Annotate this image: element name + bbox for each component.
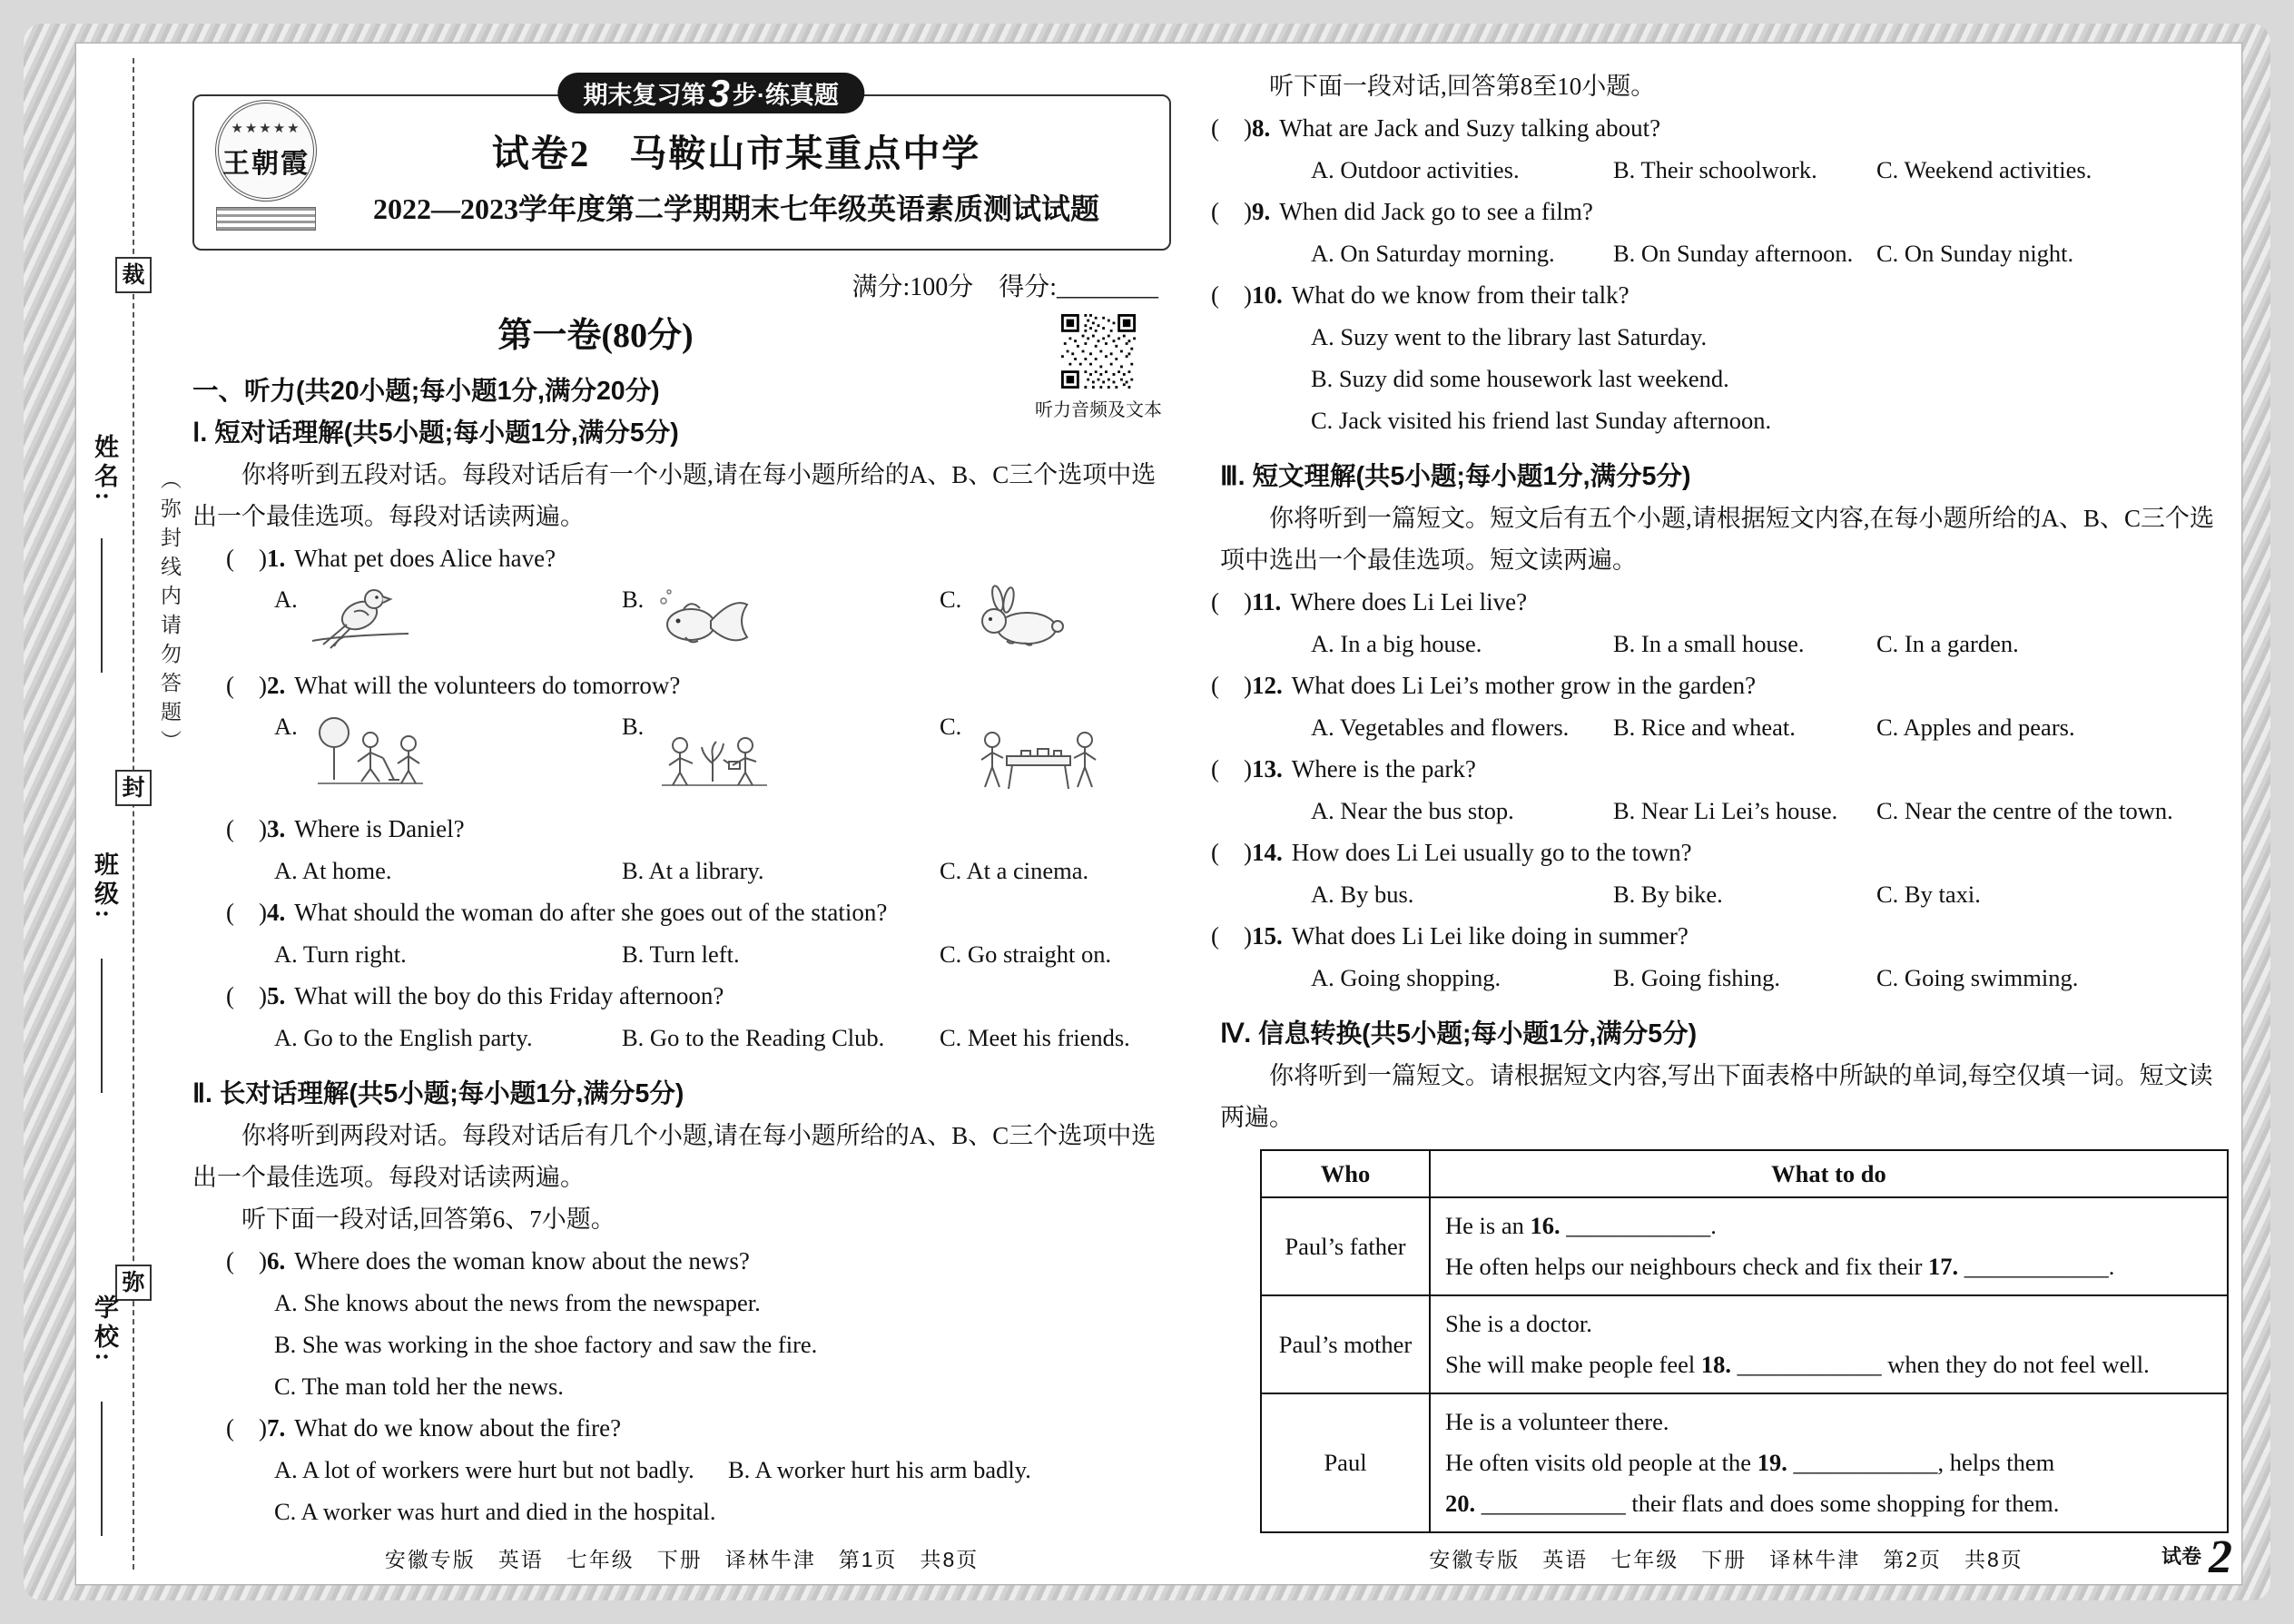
- wangchaoxia-logo: [211, 100, 321, 247]
- option-letter: B.: [622, 713, 645, 740]
- option-c: C. Meet his friends.: [940, 1024, 1130, 1051]
- section-2-instructions: 你将听到两段对话。每段对话后有几个小题,请在每小题所给的A、B、C三个选项中选出一个最佳选项。每段对话读两遍。: [192, 1122, 1157, 1191]
- option-c: C. In a garden.: [1876, 630, 2019, 657]
- question-text: What does Li Lei’s mother grow in the garden?: [1291, 672, 1757, 699]
- name-fill-line[interactable]: [101, 538, 103, 673]
- budgie-bird-image: [307, 581, 414, 657]
- who-cell: Paul’s father: [1261, 1197, 1430, 1295]
- option-letter: C.: [940, 713, 962, 740]
- answer-bracket[interactable]: ( ): [1211, 198, 1252, 225]
- option-a: A. Turn right.: [274, 940, 407, 968]
- option-a: A. Vegetables and flowers.: [1311, 714, 1570, 741]
- what-cell: She is a doctor. She will make people feel 18. ____________ when they do not feel well.: [1430, 1295, 2228, 1393]
- left-page-footer: 安徽专版 英语 七年级 下册 译林牛津 第1页 共8页: [384, 1548, 980, 1571]
- binding-margin: [76, 44, 192, 1584]
- seal-mark-box: 封: [115, 770, 152, 806]
- question-number: 8.: [1251, 114, 1271, 142]
- mi-mark-box: 弥: [115, 1265, 152, 1301]
- logo-stars-icon: ★★★★★: [231, 122, 301, 136]
- question-5: [192, 975, 1171, 1058]
- question-6: [192, 1240, 1171, 1407]
- question-number: 6.: [266, 1247, 286, 1275]
- volunteers-planting-tree-image: [653, 708, 773, 801]
- section-3-instructions: 你将听到一篇短文。短文后有五个小题,请根据短文内容,在每小题所给的A、B、C三个选项中选出一个最佳选项。短文读两遍。: [1220, 505, 2215, 574]
- question-4: [192, 891, 1171, 975]
- option-a: A. At home.: [274, 857, 392, 884]
- paper-title: 试卷2 马鞍山市某重点中学: [491, 133, 981, 174]
- blank-18[interactable]: ____________: [1730, 1351, 1882, 1378]
- paper-subtitle: 2022—2023学年度第二学期期末七年级英语素质测试试题: [372, 192, 1099, 225]
- listening-qr-block: [1035, 314, 1162, 421]
- option-b: B. At a library.: [622, 857, 764, 884]
- option-b: B. Their schoolwork.: [1613, 156, 1817, 183]
- option-a: A. On Saturday morning.: [1311, 240, 1555, 267]
- option-b: B. Rice and wheat.: [1613, 714, 1796, 741]
- question-number: 13.: [1251, 755, 1283, 782]
- question-text: Where does Li Lei live?: [1290, 588, 1528, 615]
- question-text: What will the volunteers do tomorrow?: [294, 672, 681, 699]
- section-4-title: Ⅳ. 信息转换(共5小题;每小题1分,满分5分): [1220, 1019, 1698, 1048]
- answer-bracket[interactable]: ( ): [226, 899, 267, 926]
- question-text: Where is Daniel?: [294, 815, 465, 842]
- school-label: 学校:: [91, 1294, 118, 1365]
- blank-20[interactable]: ____________: [1475, 1490, 1626, 1517]
- goldfish-image: [653, 581, 754, 657]
- blank-16[interactable]: ____________: [1560, 1212, 1711, 1239]
- option-a: A. Suzy went to the library last Saturday.: [1311, 323, 1708, 350]
- option-a: [274, 581, 622, 657]
- option-c: C. Near the centre of the town.: [1876, 797, 2173, 824]
- paper-number-tag: 试卷 2: [2161, 1531, 2232, 1583]
- question-number: 7.: [266, 1414, 286, 1442]
- class-fill-line[interactable]: [101, 959, 103, 1093]
- answer-bracket[interactable]: ( ): [1211, 281, 1252, 309]
- option-c: C. Going swimming.: [1876, 964, 2079, 991]
- question-10: [1211, 274, 2236, 441]
- question-9: [1211, 191, 2236, 274]
- answer-bracket[interactable]: ( ): [1211, 839, 1252, 866]
- option-b: B. A worker hurt his arm badly.: [728, 1456, 1031, 1483]
- table-header-what: What to do: [1430, 1150, 2228, 1197]
- table-row: [1261, 1393, 2228, 1532]
- option-b: B. Going fishing.: [1613, 964, 1781, 991]
- question-text: What are Jack and Suzy talking about?: [1279, 114, 1661, 142]
- option-b: [622, 581, 940, 657]
- section-2-title: Ⅱ. 长对话理解(共5小题;每小题1分,满分5分): [192, 1079, 684, 1108]
- what-cell: He is an 16. ____________. He often helps our neighbours check and fix their 17. ____________.: [1430, 1197, 2228, 1295]
- who-cell: Paul: [1261, 1393, 1430, 1532]
- option-b: B. By bike.: [1613, 881, 1723, 908]
- option-b: B. Turn left.: [622, 940, 740, 968]
- question-text: Where is the park?: [1291, 755, 1476, 782]
- answer-bracket[interactable]: ( ): [1211, 672, 1252, 699]
- question-text: What do we know about the fire?: [294, 1414, 622, 1442]
- blank-17[interactable]: ____________: [1958, 1253, 2109, 1280]
- option-b: B. She was working in the shoe factory and saw the fire.: [274, 1331, 818, 1358]
- question-text: What does Li Lei like doing in summer?: [1291, 922, 1689, 950]
- option-a: A. Go to the English party.: [274, 1024, 533, 1051]
- question-8: [1211, 107, 2236, 191]
- option-c: C. A worker was hurt and died in the hospital.: [274, 1498, 716, 1525]
- listening-audio-qr-code: [1061, 314, 1136, 389]
- option-b: B. On Sunday afternoon.: [1613, 240, 1854, 267]
- logo-stripes: [216, 207, 316, 231]
- question-number: 3.: [266, 815, 286, 842]
- question-11: [1211, 581, 2236, 664]
- question-1: [192, 537, 1171, 657]
- option-a: A. By bus.: [1311, 881, 1414, 908]
- answer-bracket[interactable]: ( ): [1211, 922, 1252, 950]
- option-c: [940, 581, 1171, 657]
- school-fill-line[interactable]: [101, 1402, 103, 1536]
- answer-bracket[interactable]: ( ): [226, 672, 267, 699]
- option-a: A. She knows about the news from the newspaper.: [274, 1289, 761, 1316]
- option-c: C. On Sunday night.: [1876, 240, 2074, 267]
- option-c: C. Go straight on.: [940, 940, 1112, 968]
- question-2: [192, 664, 1171, 801]
- table-row: [1261, 1295, 2228, 1393]
- question-12: [1211, 664, 2236, 748]
- question-number: 10.: [1251, 281, 1283, 309]
- option-b: B. In a small house.: [1613, 630, 1805, 657]
- option-c: C. The man told her the news.: [274, 1373, 564, 1400]
- section-4-instructions: 你将听到一篇短文。请根据短文内容,写出下面表格中所缺的单词,每空仅填一词。短文读两遍。: [1220, 1062, 2213, 1131]
- exam-paper: [76, 44, 2241, 1584]
- who-cell: Paul’s mother: [1261, 1295, 1430, 1393]
- question-number: 4.: [266, 899, 286, 926]
- question-number: 2.: [266, 672, 286, 699]
- section-1-title: Ⅰ. 短对话理解(共5小题;每小题1分,满分5分): [192, 418, 679, 448]
- what-cell: He is a volunteer there. He often visits old people at the 19. ____________, helps them 20. ____________ their flats and does some shopping for them.: [1430, 1393, 2228, 1532]
- question-text: Where does the woman know about the news?: [294, 1247, 750, 1275]
- question-7: [192, 1407, 1171, 1532]
- left-page: [192, 44, 1171, 1584]
- question-text: What will the boy do this Friday afternoon?: [294, 982, 724, 1009]
- option-a: A. A lot of workers were hurt but not badly.: [274, 1456, 694, 1483]
- table-row: [1261, 1197, 2228, 1295]
- question-3: [192, 808, 1171, 891]
- badge-text-post: 步·练真题: [732, 82, 839, 109]
- option-c: C. Weekend activities.: [1876, 156, 2092, 183]
- answer-bracket[interactable]: ( ): [1211, 114, 1252, 142]
- option-letter: A.: [274, 713, 298, 740]
- option-letter: B.: [622, 586, 645, 613]
- question-number: 9.: [1251, 198, 1271, 225]
- logo-brand-name: 王朝霞: [222, 149, 310, 179]
- qr-caption: 听力音频及文本: [1035, 400, 1162, 420]
- question-text: How does Li Lei usually go to the town?: [1291, 839, 1692, 866]
- option-a: A. In a big house.: [1311, 630, 1482, 657]
- question-15: [1211, 915, 2236, 999]
- dialogue-2-lead: 听下面一段对话,回答第8至10小题。: [1269, 73, 1656, 100]
- right-page-footer: 安徽专版 英语 七年级 下册 译林牛津 第2页 共8页: [1429, 1548, 2023, 1571]
- option-a: A. Outdoor activities.: [1311, 156, 1520, 183]
- blank-19[interactable]: ____________: [1787, 1449, 1938, 1476]
- question-text: What do we know from their talk?: [1291, 281, 1629, 309]
- badge-step-number: 3: [708, 71, 730, 114]
- review-step-badge: [558, 73, 864, 113]
- question-14: [1211, 832, 2236, 915]
- option-c: C. Jack visited his friend last Sunday afternoon.: [1311, 407, 1772, 434]
- option-c: [940, 708, 1171, 801]
- score-line[interactable]: 满分:100分 得分:________: [852, 273, 1158, 301]
- option-c: C. Apples and pears.: [1876, 714, 2075, 741]
- answer-bracket[interactable]: ( ): [226, 1247, 267, 1275]
- volunteers-cleaning-park-image: [307, 708, 434, 801]
- option-b: B. Go to the Reading Club.: [622, 1024, 885, 1051]
- seal-line-note: （弥封线内请勿答题）: [158, 468, 181, 759]
- question-number: 1.: [266, 545, 286, 572]
- option-a: A. Going shopping.: [1311, 964, 1501, 991]
- option-c: C. At a cinema.: [940, 857, 1089, 884]
- paper-title-box: [192, 71, 1171, 251]
- table-header-who: Who: [1261, 1150, 1430, 1197]
- option-a: [274, 708, 622, 801]
- part-one-title: 第一卷(80分): [497, 317, 694, 355]
- right-page: [1211, 44, 2241, 1584]
- information-table: [1260, 1149, 2229, 1533]
- answer-bracket[interactable]: ( ): [226, 1414, 267, 1442]
- listening-section-title: 一、听力(共20小题;每小题1分,满分20分): [192, 377, 660, 406]
- option-b: B. Suzy did some housework last weekend.: [1311, 365, 1729, 392]
- class-label: 班级:: [91, 851, 118, 922]
- question-number: 15.: [1251, 922, 1283, 950]
- question-text: What should the woman do after she goes out of the station?: [294, 899, 888, 926]
- rabbit-image: [970, 581, 1072, 650]
- option-letter: C.: [940, 586, 962, 613]
- section-3-title: Ⅲ. 短文理解(共5小题;每小题1分,满分5分): [1220, 462, 1691, 491]
- volunteers-at-table-image: [970, 708, 1105, 797]
- answer-bracket[interactable]: ( ): [226, 545, 267, 572]
- question-number: 12.: [1251, 672, 1283, 699]
- option-a: A. Near the bus stop.: [1311, 797, 1514, 824]
- question-text: When did Jack go to see a film?: [1279, 198, 1593, 225]
- answer-bracket[interactable]: ( ): [226, 982, 267, 1009]
- answer-bracket[interactable]: ( ): [1211, 755, 1252, 782]
- name-label: 姓名:: [91, 434, 118, 505]
- question-number: 14.: [1251, 839, 1283, 866]
- badge-text-pre: 期末复习第: [583, 82, 706, 109]
- question-text: What pet does Alice have?: [294, 545, 556, 572]
- question-number: 5.: [266, 982, 286, 1009]
- answer-bracket[interactable]: ( ): [1211, 588, 1252, 615]
- question-13: [1211, 748, 2236, 832]
- dialogue-1-lead: 听下面一段对话,回答第6、7小题。: [241, 1206, 615, 1233]
- logo-medal: [215, 100, 317, 202]
- answer-bracket[interactable]: ( ): [226, 815, 267, 842]
- option-b: [622, 708, 940, 801]
- cut-mark-box: 裁: [115, 257, 152, 293]
- option-c: C. By taxi.: [1876, 881, 1981, 908]
- option-b: B. Near Li Lei’s house.: [1613, 797, 1838, 824]
- option-letter: A.: [274, 586, 298, 613]
- question-number: 11.: [1251, 588, 1282, 615]
- section-1-instructions: 你将听到五段对话。每段对话后有一个小题,请在每小题所给的A、B、C三个选项中选出一个最佳选项。每段对话读两遍。: [192, 461, 1157, 530]
